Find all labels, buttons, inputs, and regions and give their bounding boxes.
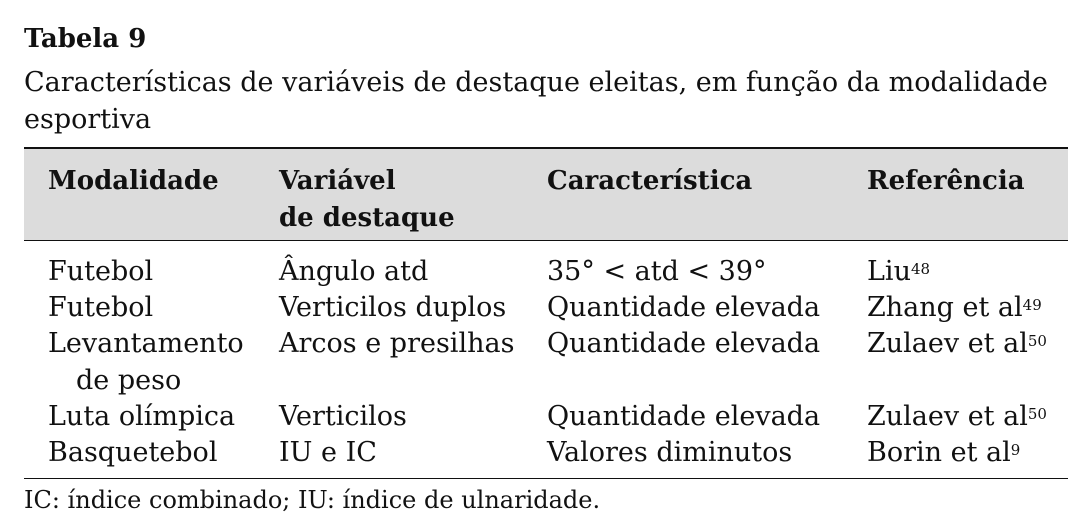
- table-body: [24, 241, 1068, 479]
- cell-variavel: Ângulo atd: [279, 256, 429, 287]
- table-header: [24, 149, 1068, 241]
- reference-number: 9: [1010, 441, 1021, 459]
- reference-number: 48: [910, 260, 931, 278]
- header-variavel-line2: de destaque: [279, 203, 455, 233]
- cell-caracteristica: 35° < atd < 39°: [547, 256, 767, 287]
- header-modalidade: Modalidade: [48, 166, 219, 196]
- header-caracteristica: Característica: [547, 166, 753, 196]
- header-referencia: Referência: [867, 166, 1025, 196]
- cell-modalidade: Futebol: [48, 256, 154, 287]
- cell-modalidade: [48, 325, 244, 399]
- reference-text: Borin et al: [867, 437, 1011, 468]
- cell-referencia: [867, 434, 1020, 471]
- cell-variavel: Verticilos duplos: [279, 292, 507, 323]
- header-variavel-line1: Variável: [279, 166, 396, 196]
- cell-referencia: [867, 289, 1042, 326]
- cell-variavel: IU e IC: [279, 437, 377, 468]
- data-table: [24, 147, 1068, 479]
- reference-number: 50: [1027, 332, 1047, 350]
- cell-caracteristica: Valores diminutos: [547, 437, 793, 468]
- cell-referencia: [867, 398, 1047, 435]
- cell-referencia: [867, 325, 1047, 362]
- cell-modalidade: Luta olímpica: [48, 401, 236, 432]
- table-footnote: IC: índice combinado; IU: índice de ulnaridade.: [24, 486, 601, 514]
- header-variavel: [279, 163, 455, 237]
- cell-variavel: Verticilos: [279, 401, 407, 432]
- reference-number: 50: [1027, 405, 1047, 423]
- cell-referencia: [867, 253, 930, 290]
- cell-modalidade: Futebol: [48, 292, 154, 323]
- cell-modalidade-line1: Levantamento: [48, 328, 244, 359]
- cell-variavel: Arcos e presilhas: [279, 328, 515, 359]
- table-title: Tabela 9: [24, 24, 147, 54]
- table-caption: Características de variáveis de destaque eleitas, em função da modalidade esportiva: [24, 67, 1048, 135]
- cell-modalidade-line2: de peso: [76, 365, 182, 396]
- cell-caracteristica: Quantidade elevada: [547, 292, 821, 323]
- reference-number: 49: [1022, 296, 1042, 314]
- cell-modalidade: Basquetebol: [48, 437, 218, 468]
- reference-text: Liu: [867, 256, 911, 287]
- cell-caracteristica: Quantidade elevada: [547, 328, 821, 359]
- reference-text: Zulaev et al: [867, 401, 1028, 432]
- reference-text: Zhang et al: [867, 292, 1023, 323]
- reference-text: Zulaev et al: [867, 328, 1028, 359]
- cell-caracteristica: Quantidade elevada: [547, 401, 821, 432]
